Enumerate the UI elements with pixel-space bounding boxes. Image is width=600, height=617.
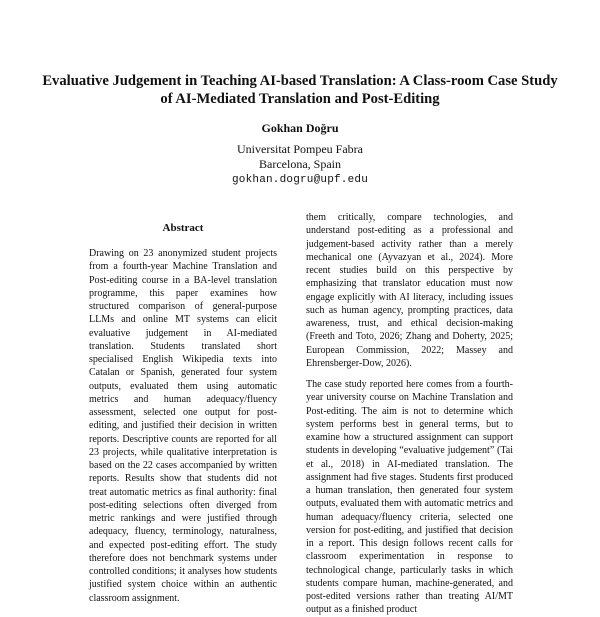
author-affiliation: Universitat Pompeu Fabra <box>237 141 363 156</box>
body-paragraph: The case study reported here comes from a fourth-year university course on Machine Translation and Post-editing. The aim is not to determine which system performs best in general terms, but to examine how a structured assignment can support students in developing “evaluative judgement” (Tai et al., 2018) in AI-mediated translation. The assignment had five stages. Students first produced a human translation, then generated four system outputs, evaluated them with automatic metrics and human adequacy/fluency criteria, selected one version for post-editing, and justified that decision in a report. This design follows recent calls for classroom experimentation in response to technological change, particularly tasks in which students compare human, machine-generated, and post-edited versions rather than treating AI/MT output as a finished product <box>306 379 513 616</box>
abstract-text: Drawing on 23 anonymized student projects from a fourth-year Machine Translation and Post-editing course in a BA-level translation programme, this paper examines how structured comparison of general-purpose LLMs and online MT systems can elicit evaluative judgement in AI-mediated translation. Students translated short specialised English Wikipedia texts into Catalan or Spanish, generated four system outputs, evaluated them using automatic metrics and human adequacy/fluency assessment, selected one output for post-editing, and justified their decision in written reports. Descriptive counts are reported for all 23 projects, while qualitative interpretation is based on the 22 cases accompanied by written reports. Results show that students did not treat automatic metrics as final authority: final post-editing selections often diverged from metric rankings and were justified through adequacy, fluency, terminology, naturalness, and expected post-editing effort. The study therefore does not benchmark systems under controlled conditions; it analyses how students justified system choice within an authentic classroom assignment. <box>89 248 277 604</box>
abstract-heading: Abstract <box>162 222 204 234</box>
paper-title: Evaluative Judgement in Teaching AI-based Translation: A Class-room Case Study of AI-Mediated Translation and Post-Editing <box>42 73 558 107</box>
author-name: Gokhan Doğru <box>261 121 339 135</box>
author-email[interactable]: gokhan.dogru@upf.edu <box>231 173 369 186</box>
author-block <box>0 121 600 188</box>
right-column <box>306 211 513 617</box>
author-location: Barcelona, Spain <box>259 157 341 171</box>
left-column <box>89 222 277 605</box>
body-paragraph: them critically, compare technologies, and understand post-editing as a professional and judgement-based activity rather than a merely mechanical one (Ayvazyan et al., 2024). More recent studies build on this perspective by emphasizing that translator education must now engage explicitly with AI literacy, including issues such as human agency, prompting practices, data awareness, trust, and ethical decision-making (Freeth and Toto, 2026; Zhang and Doherty, 2025; European Commission, 2022; Massey and Ehrensberger-Dow, 2026). <box>306 212 513 369</box>
